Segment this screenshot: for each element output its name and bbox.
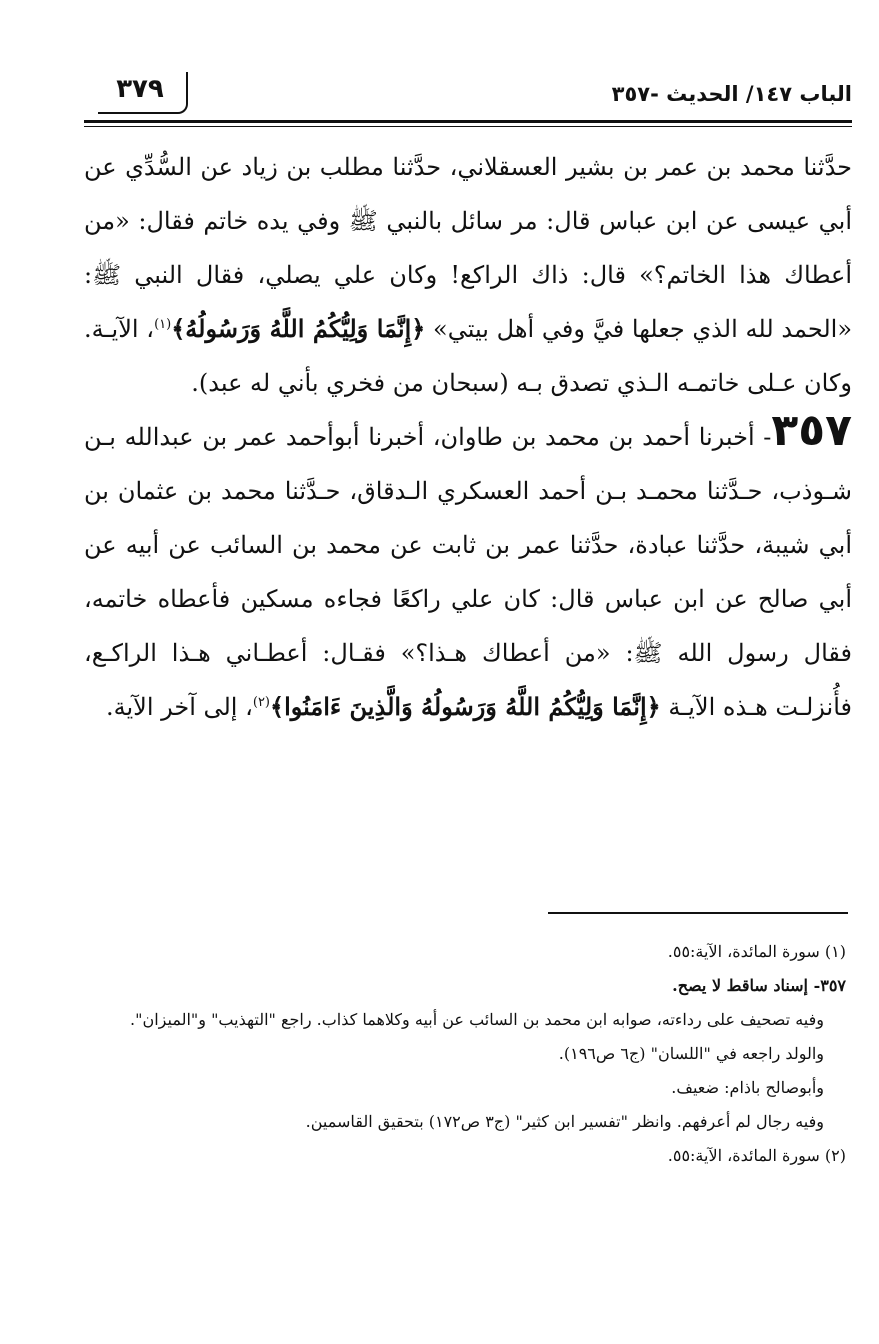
footnote-357-line: والولد راجعه في "اللسان" (ج٦ ص١٩٦). [558, 1044, 824, 1063]
footnote-357-line: وفيه رجال لم أعرفهم. وانظر "تفسير ابن كثير" (ج٣ ص١٧٢) بتحقيق القاسمين. [305, 1112, 824, 1131]
paragraph-text: - أخبرنا أحمد بن محمد بن طاوان، أخبرنا أبوأحمد عمر بن عبدالله بـن شـوذب، حـدَّثنا محمـد بـن أحمد العسكري الـدقاق، حـدَّثنا محمد بن عثمان بن أبي شيبة، حدَّثنا عبادة، حدَّثنا عمر بن ثابت عن محمد بن السائب عن أبيه عن أبي صالح عن ابن عباس قال: كان علي راكعًا فجاءه مسكين فأعطاه خاتمه، فقال رسول الله ﷺ: «من أعطاك هـذا؟» فقـال: أعطـاني هـذا الراكـع، فأُنزلـت هـذه الآيـة [84, 423, 853, 721]
page-header [84, 72, 852, 124]
footnote-reference: (٢) [252, 695, 270, 710]
header-rule-thin [84, 126, 852, 127]
page-number: ٣٧٩ [116, 74, 164, 104]
paragraph-hadith-357 [84, 405, 853, 734]
header-rule-thick [84, 120, 852, 123]
paragraph-previous-hadith [84, 140, 852, 410]
paragraph-text: حدَّثنا محمد بن عمر بن بشير العسقلاني، حدَّثنا مطلب بن زياد عن السُّدِّي عن أبي عيسى عن ابن عباس قال: مر سائل بالنبي ﷺ وفي يده خاتم فقال: «من أعطاك هذا الخاتم؟» قال: ذاك الراكع! وكان علي يصلي، فقال النبي ﷺ: «الحمد لله الذي جعلها فيَّ وفي أهل بيتي» [84, 153, 853, 343]
main-text [84, 140, 852, 734]
footnote-separator [548, 912, 848, 914]
footnote-357-title: ٣٥٧- إسناد ساقط لا يصح. [672, 976, 846, 995]
footnotes [84, 935, 846, 1173]
footnote-357-line: وفيه تصحيف على رداءته، صوابه ابن محمد بن السائب عن أبيه وكلاهما كذاب. راجع "التهذيب" و"الميزان". [130, 1010, 824, 1029]
footnote-1: (١) سورة المائدة، الآية:٥٥. [667, 942, 846, 961]
quran-verse: ﴿إِنَّمَا وَلِيُّكُمُ اللَّهُ وَرَسُولُهُ وَالَّذِينَ ءَامَنُوا﴾ [270, 692, 661, 721]
chapter-hadith-title: الباب ١٤٧/ الحديث -٣٥٧ [611, 82, 852, 106]
paragraph-text: ، إلى آخر الآية. [105, 693, 253, 721]
hadith-number: ٣٥٧ [771, 405, 852, 456]
footnote-2: (٢) سورة المائدة، الآية:٥٥. [667, 1146, 846, 1165]
footnote-reference: (١) [154, 317, 172, 332]
paragraph-text: ، الآيـة. وكان عـلى خاتمـه الـذي تصدق بـه (سبحان من فخري بأني له عبد). [84, 315, 852, 397]
quran-verse: ﴿إِنَّمَا وَلِيُّكُمُ اللَّهُ وَرَسُولُهُ﴾ [171, 314, 426, 343]
page-number-frame [98, 72, 188, 114]
footnote-357-line: وأبوصالح باذام: ضعيف. [671, 1078, 824, 1097]
